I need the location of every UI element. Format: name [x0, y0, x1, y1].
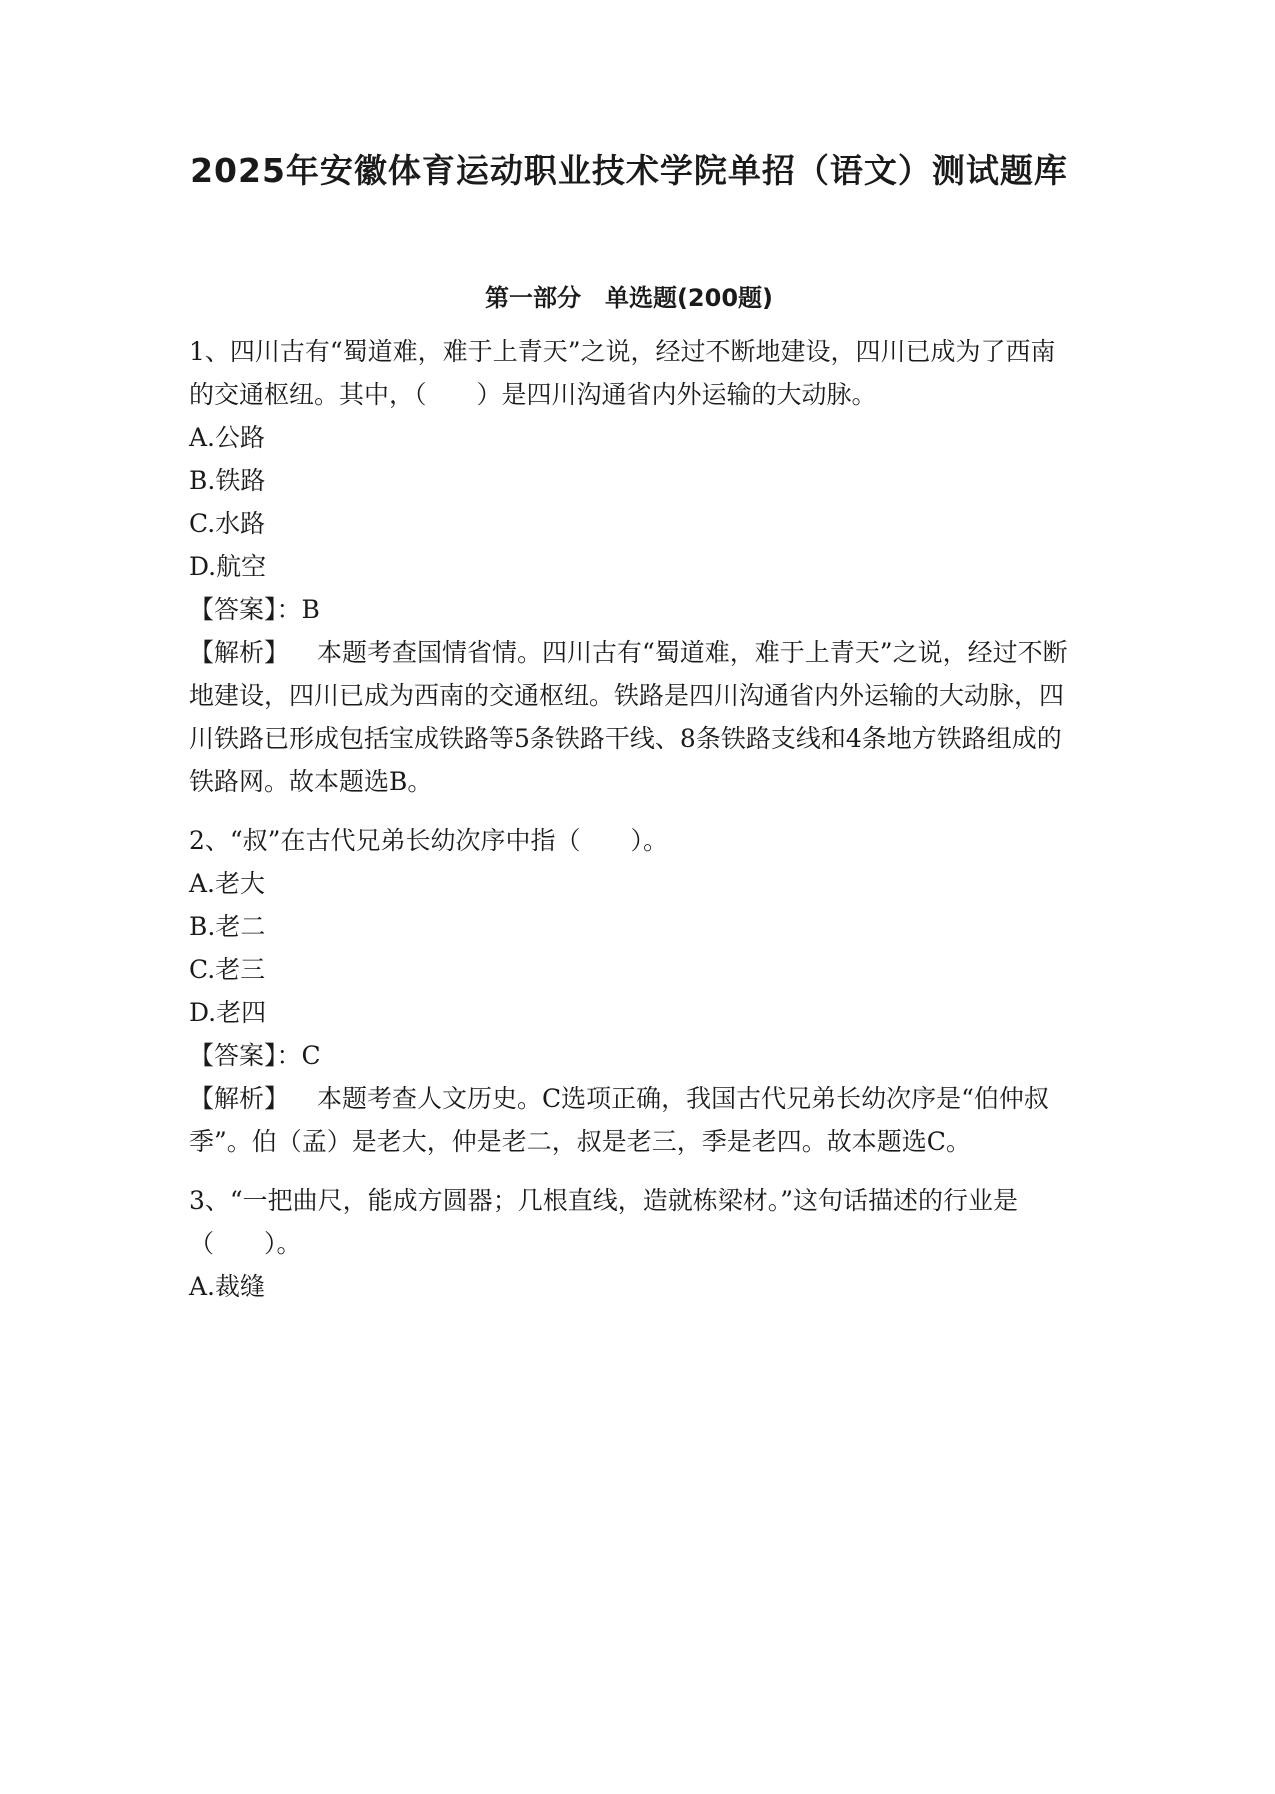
section-heading: 第一部分 单选题(200题) [484, 284, 774, 312]
answer-label: 【答案】： [189, 1041, 302, 1070]
option-b: B.铁路 [189, 466, 266, 495]
question-1 [189, 330, 1069, 803]
answer-label: 【答案】： [189, 595, 302, 624]
analysis-label: 【解析】 [189, 1084, 290, 1113]
option-c: C.老三 [189, 955, 266, 984]
analysis-text: 本题考查国情省情。四川古有“蜀道难，难于上青天”之说，经过不断地建设，四川已成为西南的交通枢纽。铁路是四川沟通省内外运输的大动脉，四川铁路已形成包括宝成铁路等5条铁路干线、8条铁路支线和4条地方铁路组成的铁路网。故本题选B。 [189, 638, 1068, 796]
question-stem: 1、四川古有“蜀道难，难于上青天”之说，经过不断地建设，四川已成为了西南的交通枢纽。其中，（ ）是四川沟通省内外运输的大动脉。 [189, 337, 1056, 409]
document-title: 2025年安徽体育运动职业技术学院单招（语文）测试题库 [190, 151, 1068, 190]
question-3 [189, 1179, 1069, 1308]
question-stem: 2、“叔”在古代兄弟长幼次序中指（ ）。 [189, 826, 668, 855]
document-page [0, 144, 1275, 1794]
analysis-text: 本题考查人文历史。C选项正确，我国古代兄弟长幼次序是“伯仲叔季”。伯（孟）是老大，仲是老二，叔是老三，季是老四。故本题选C。 [189, 1084, 1049, 1156]
option-b: B.老二 [189, 912, 266, 941]
answer-line [189, 1034, 1069, 1077]
analysis-label: 【解析】 [189, 638, 290, 667]
answer-value: B [301, 595, 320, 624]
option-d: D.航空 [189, 552, 267, 581]
question-2 [189, 819, 1069, 1163]
option-a: A.公路 [189, 423, 266, 452]
option-a: A.老大 [189, 869, 266, 898]
answer-value: C [301, 1041, 321, 1070]
analysis-line [189, 1077, 1069, 1163]
answer-line [189, 588, 1069, 631]
option-d: D.老四 [189, 998, 267, 1027]
option-c: C.水路 [189, 509, 266, 538]
question-stem: 3、“一把曲尺，能成方圆器；几根直线，造就栋梁材。”这句话描述的行业是（ ）。 [189, 1186, 1018, 1258]
option-a: A.裁缝 [189, 1272, 266, 1301]
analysis-line [189, 631, 1069, 803]
